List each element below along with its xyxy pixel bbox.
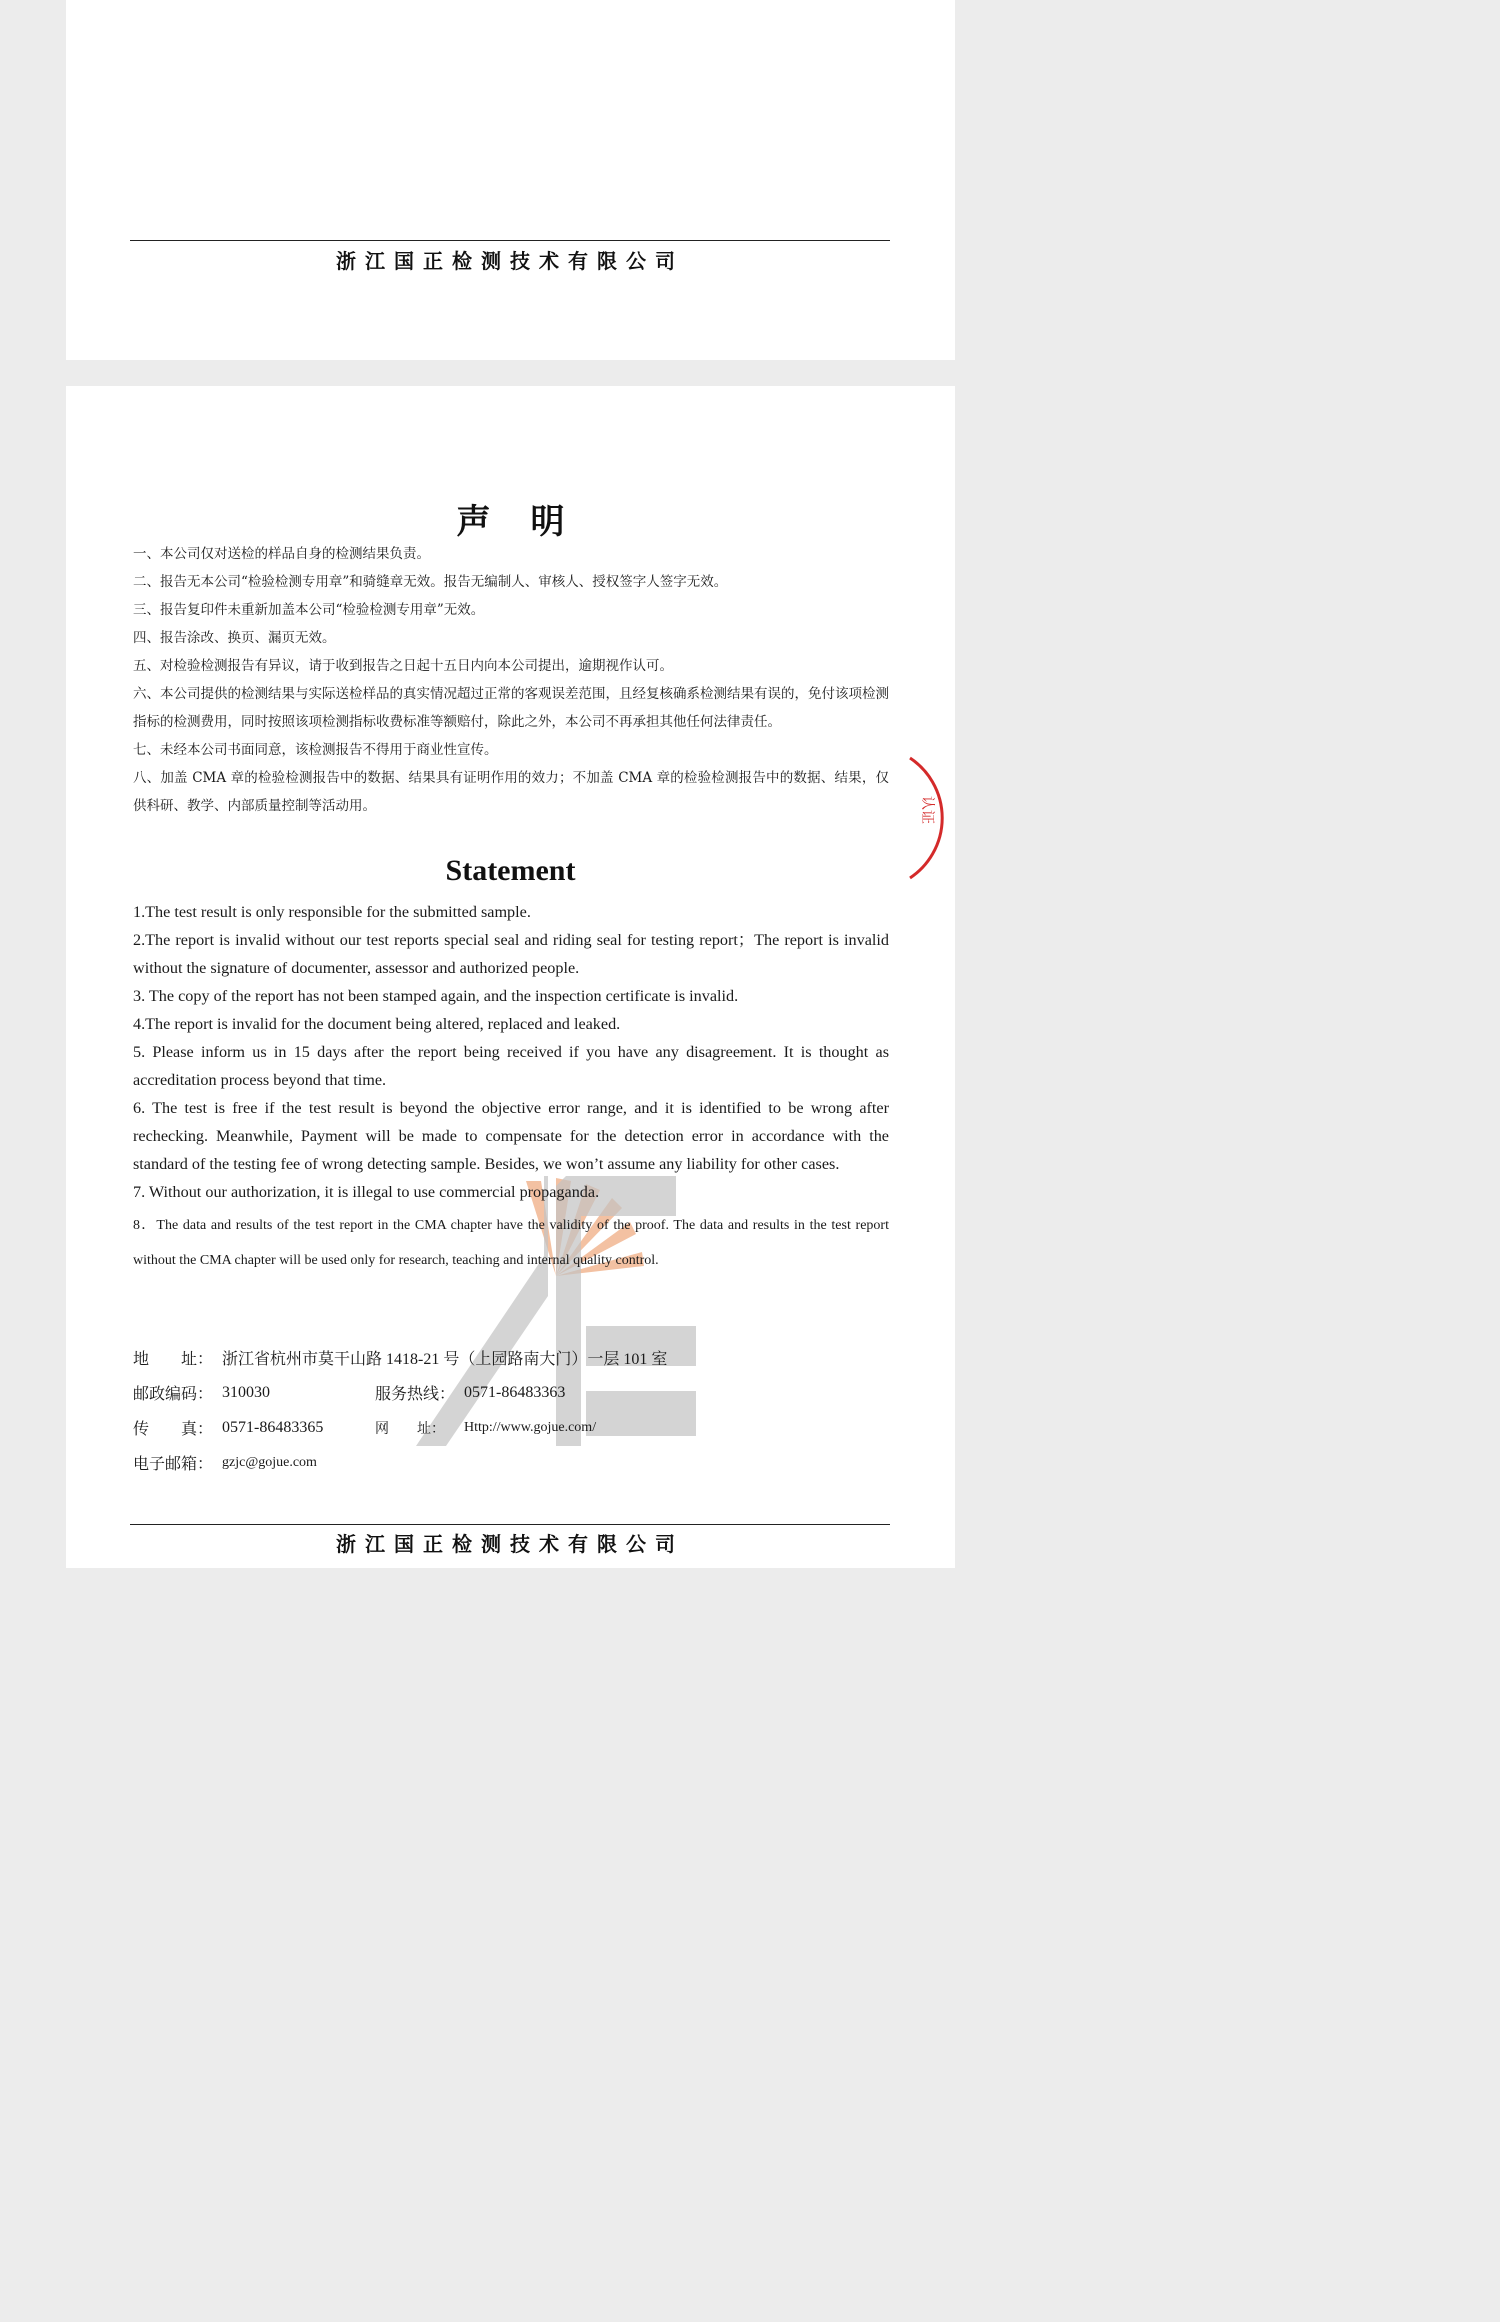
statement-item-en: 4.The report is invalid for the document being altered, replaced and leaked. — [133, 1015, 621, 1033]
hotline-value: 0571-86483363 — [464, 1383, 566, 1401]
statement-item-en: 1.The test result is only responsible for the submitted sample. — [133, 903, 531, 921]
statement-item-cn: 六、本公司提供的检测结果与实际送检样品的真实情况超过正常的客观误差范围，且经复核确系检测结果有误的，免付该项检测指标的检测费用，同时按照该项检测指标收费标准等额赔付，除此之外，本公司不再承担其他任何法律责任。 — [133, 686, 889, 730]
statement-item-cn: 二、报告无本公司“检验检测专用章”和骑缝章无效。报告无编制人、审核人、授权签字人签字无效。 — [133, 574, 728, 590]
statement-list-en — [133, 898, 889, 1278]
footer-company-name: 浙江国正检测技术有限公司 — [336, 249, 684, 273]
report-page-previous — [66, 0, 955, 360]
email-label: 电子邮箱： — [133, 1456, 214, 1473]
statement-item-cn: 八、加盖 CMA 章的检验检测报告中的数据、结果具有证明作用的效力；不加盖 CMA 章的检验检测报告中的数据、结果，仅供科研、教学、内部质量控制等活动用。 — [133, 770, 889, 814]
fax-label: 传 真： — [133, 1421, 214, 1438]
footer-rule — [130, 240, 890, 241]
statement-item-cn: 七、未经本公司书面同意，该检测报告不得用于商业性宣传。 — [133, 742, 498, 758]
footer-rule — [130, 1524, 890, 1525]
statement-item-cn: 三、报告复印件未重新加盖本公司“检验检测专用章”无效。 — [133, 602, 485, 618]
fax-value: 0571-86483365 — [222, 1418, 324, 1436]
website-value: Http://www.gojue.com/ — [464, 1419, 597, 1435]
statement-item-cn: 四、报告涂改、换页、漏页无效。 — [133, 630, 336, 646]
statement-item-cn: 一、本公司仅对送检的样品自身的检测结果负责。 — [133, 546, 430, 562]
statement-item-en: 8．The data and results of the test report in the CMA chapter have the validity of the proof. The data and results in the test report without the CMA chapter will be used only for research, teaching and internal quality control. — [133, 1218, 889, 1268]
contact-row-address — [133, 1340, 893, 1375]
statement-item-en: 3. The copy of the report has not been stamped again, and the inspection certificate is invalid. — [133, 987, 739, 1005]
address-label: 地 址： — [133, 1351, 214, 1368]
contact-row-email — [133, 1445, 893, 1480]
statement-item-cn: 五、对检验检测报告有异议，请于收到报告之日起十五日内向本公司提出，逾期视作认可。 — [133, 658, 673, 674]
hotline-label: 服务热线： — [375, 1386, 456, 1403]
statement-item-en: 2.The report is invalid without our test reports special seal and riding seal for testing report；The report is invalid without the signature of documenter, assessor and authorized people. — [133, 931, 889, 977]
footer-company-name: 浙江国正检测技术有限公司 — [336, 1532, 684, 1556]
statement-item-en: 7. Without our authorization, it is illegal to use commercial propaganda. — [133, 1183, 600, 1201]
contact-row-fax — [133, 1410, 893, 1445]
seal-text: 认证 — [919, 796, 935, 824]
statement-item-en: 5. Please inform us in 15 days after the report being received if you have any disagreement. It is thought as accreditation process beyond that time. — [133, 1043, 889, 1089]
contact-info — [133, 1340, 893, 1480]
email-value: gzjc@gojue.com — [222, 1454, 317, 1470]
statement-title-cn: 声明 — [456, 502, 605, 542]
statement-item-en: 6. The test is free if the test result is beyond the objective error range, and it is identified to be wrong after rechecking. Meanwhile, Payment will be made to compensate for the detection error in accordance with the standard of the testing fee of wrong detecting sample. Besides, we won’t assume any liability for other cases. — [133, 1099, 889, 1173]
statement-list-cn — [133, 540, 889, 820]
postcode-label: 邮政编码： — [133, 1386, 214, 1403]
address-value: 浙江省杭州市莫干山路 1418-21 号（上园路南大门）一层 101 室 — [222, 1351, 668, 1368]
report-page-statement — [66, 386, 955, 1568]
website-label: 网 址： — [375, 1421, 445, 1437]
statement-title-en: Statement — [445, 854, 576, 887]
contact-row-postcode — [133, 1375, 893, 1410]
postcode-value: 310030 — [222, 1383, 270, 1401]
